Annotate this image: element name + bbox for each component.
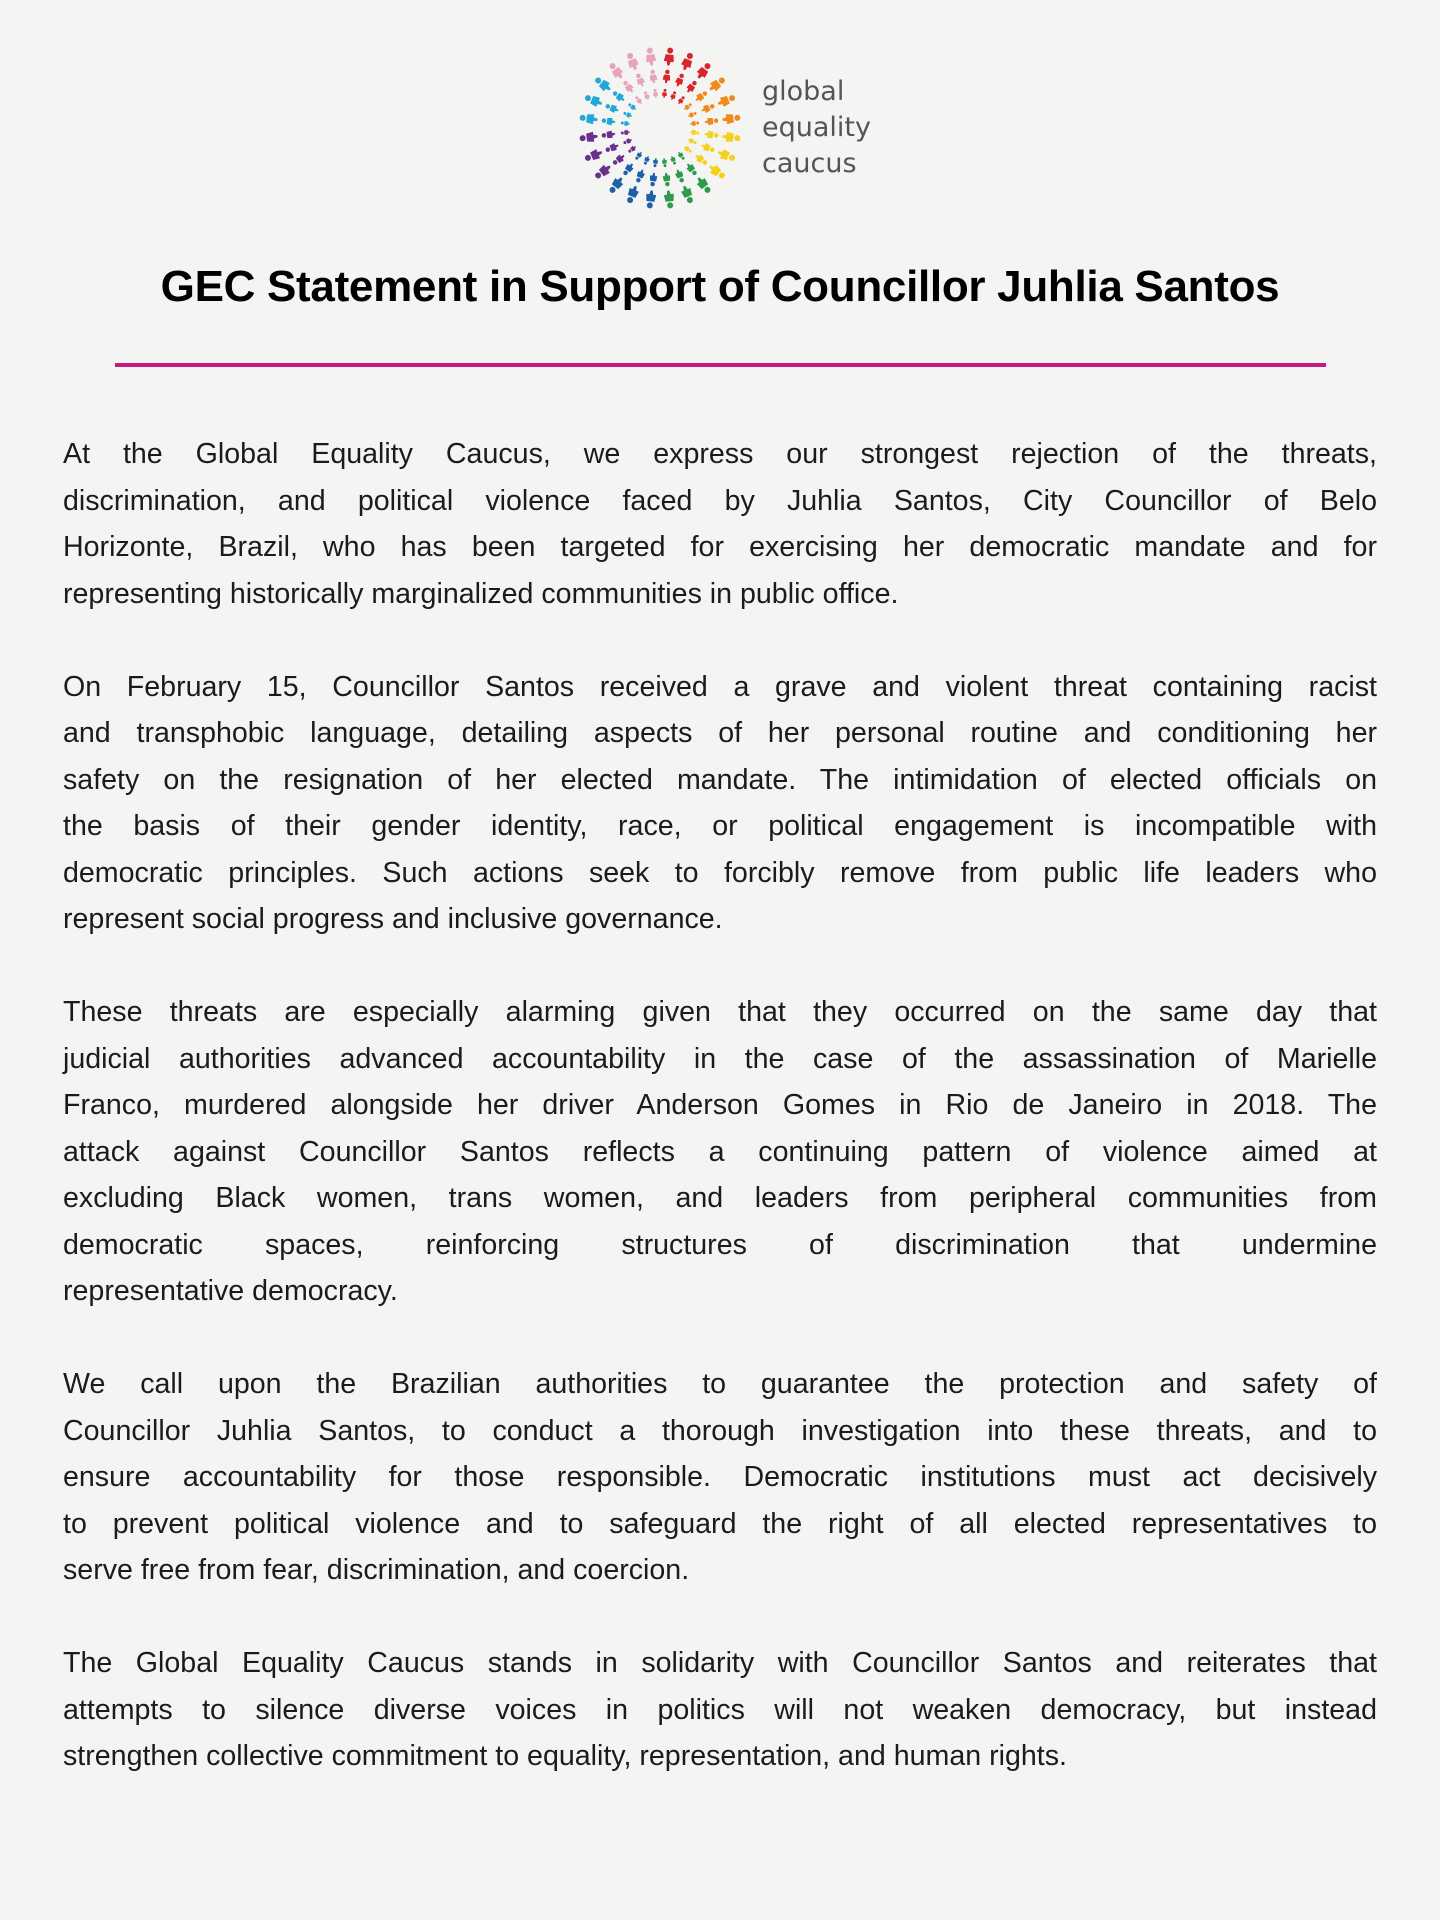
paragraph-line: represent social progress and inclusive governance.	[63, 903, 723, 935]
person-figure-icon	[644, 47, 656, 66]
paragraph-line: discrimination, and political violence faced by Juhlia Santos, City Councillor of Belo	[63, 484, 1377, 517]
person-figure-icon	[607, 61, 626, 81]
person-figure-icon	[674, 168, 686, 183]
person-figure-icon	[621, 79, 635, 94]
paragraph-line: to prevent political violence and to safeguard the right of all elected representatives to	[63, 1507, 1377, 1540]
person-figure-icon	[680, 51, 696, 71]
person-figure-icon	[623, 137, 633, 145]
paragraph-line: Franco, murdered alongside her driver Anderson Gomes in Rio de Janeiro in 2018. The	[63, 1089, 1377, 1121]
person-figure-icon	[607, 175, 626, 195]
person-figure-icon	[624, 184, 640, 204]
paragraph-line: safety on the resignation of her elected mandate. The intimidation of elected officials on	[63, 763, 1377, 796]
paragraph-line: excluding Black women, trans women, and leaders from peripheral communities from	[63, 1182, 1377, 1214]
person-figure-icon	[643, 155, 651, 165]
person-figure-icon	[621, 162, 635, 177]
person-figure-icon	[623, 111, 633, 119]
person-figure-icon	[604, 142, 619, 154]
person-figure-icon	[669, 91, 677, 101]
person-figure-icon	[694, 175, 713, 195]
paragraph-line: ensure accountability for those responsible. Democratic institutions must act decisively	[63, 1461, 1377, 1493]
paragraph-line: representative democracy.	[63, 1275, 398, 1307]
global-equality-caucus-logo-icon	[577, 45, 743, 211]
person-figure-icon	[683, 102, 693, 111]
statement-paragraph	[63, 1361, 1377, 1594]
person-figure-icon	[579, 112, 598, 124]
person-figure-icon	[674, 72, 686, 87]
person-figure-icon	[700, 102, 715, 114]
person-figure-icon	[593, 75, 613, 94]
person-figure-icon	[690, 130, 700, 136]
person-figure-icon	[694, 153, 709, 167]
person-figure-icon	[652, 158, 658, 168]
person-figure-icon	[621, 130, 631, 136]
person-figure-icon	[649, 172, 658, 186]
person-figure-icon	[662, 89, 668, 99]
paragraph-line: judicial authorities advanced accountability in the case of the assassination of Marielle	[63, 1042, 1377, 1075]
person-figure-icon	[621, 120, 631, 126]
logo-line: caucus	[762, 148, 857, 179]
paragraph-line: We call upon the Brazilian authorities to guarantee the protection and safety of	[63, 1368, 1377, 1400]
logo-wordmark	[762, 74, 871, 182]
person-figure-icon	[634, 168, 646, 183]
paragraph-line: Horizonte, Brazil, who has been targeted for exercising her democratic mandate and for	[63, 531, 1377, 563]
paragraph-line: On February 15, Councillor Santos received a grave and violent threat containing racist	[63, 670, 1377, 703]
person-figure-icon	[634, 151, 643, 161]
person-figure-icon	[694, 89, 709, 103]
logo-line: equality	[762, 112, 871, 143]
person-figure-icon	[579, 131, 598, 143]
person-figure-icon	[722, 131, 741, 143]
person-figure-icon	[704, 130, 718, 139]
person-figure-icon	[694, 61, 713, 81]
person-figure-icon	[687, 137, 697, 145]
person-figure-icon	[627, 102, 637, 111]
person-figure-icon	[624, 51, 640, 71]
person-figure-icon	[611, 89, 626, 103]
person-figure-icon	[680, 184, 696, 204]
person-figure-icon	[662, 69, 671, 83]
paragraph-line: and transphobic language, detailing aspects of her personal routine and conditioning her	[63, 717, 1377, 749]
paragraph-line: The Global Equality Caucus stands in solidarity with Councillor Santos and reiterates that	[63, 1647, 1377, 1679]
person-figure-icon	[663, 190, 675, 209]
person-figure-icon	[716, 148, 736, 164]
statement-paragraph	[63, 431, 1377, 617]
person-figure-icon	[669, 155, 677, 165]
person-figure-icon	[583, 92, 603, 108]
person-figure-icon	[722, 112, 741, 124]
person-figure-icon	[601, 117, 615, 126]
person-figure-icon	[707, 75, 727, 94]
statement-body	[63, 431, 1377, 1826]
person-figure-icon	[716, 92, 736, 108]
person-figure-icon	[690, 120, 700, 126]
page-title: GEC Statement in Support of Councillor Juhlia Santos	[160, 262, 1280, 311]
statement-paragraph	[63, 664, 1377, 943]
logo-line: global	[762, 76, 845, 107]
person-figure-icon	[707, 162, 727, 181]
person-figure-icon	[700, 142, 715, 154]
person-figure-icon	[593, 162, 613, 181]
statement-paragraph	[63, 1640, 1377, 1780]
person-figure-icon	[677, 95, 686, 105]
person-figure-icon	[662, 158, 668, 168]
person-figure-icon	[662, 172, 671, 186]
person-figure-icon	[704, 117, 718, 126]
person-figure-icon	[604, 102, 619, 114]
person-figure-icon	[652, 89, 658, 99]
paragraph-line: strengthen collective commitment to equality, representation, and human rights.	[63, 1740, 1067, 1772]
person-figure-icon	[644, 190, 656, 209]
person-figure-icon	[611, 153, 626, 167]
person-figure-icon	[583, 148, 603, 164]
paragraph-line: democratic spaces, reinforcing structures of discrimination that undermine	[63, 1228, 1377, 1261]
title-divider	[115, 363, 1326, 367]
paragraph-line: democratic principles. Such actions seek to forcibly remove from public life leaders who	[63, 856, 1377, 889]
person-figure-icon	[627, 145, 637, 154]
person-figure-icon	[685, 162, 699, 177]
person-figure-icon	[649, 69, 658, 83]
paragraph-line: At the Global Equality Caucus, we express our strongest rejection of the threats,	[63, 438, 1377, 470]
person-figure-icon	[687, 111, 697, 119]
person-figure-icon	[601, 130, 615, 139]
person-figure-icon	[685, 79, 699, 94]
paragraph-line: serve free from fear, discrimination, and coercion.	[63, 1554, 690, 1586]
person-figure-icon	[683, 145, 693, 154]
person-figure-icon	[643, 91, 651, 101]
person-figure-icon	[663, 47, 675, 66]
person-figure-icon	[677, 151, 686, 161]
paragraph-line: attack against Councillor Santos reflects a continuing pattern of violence aimed at	[63, 1135, 1377, 1168]
paragraph-line: Councillor Juhlia Santos, to conduct a thorough investigation into these threats, and to	[63, 1414, 1377, 1447]
person-figure-icon	[634, 72, 646, 87]
paragraph-line: These threats are especially alarming given that they occurred on the same day that	[63, 996, 1377, 1028]
paragraph-line: representing historically marginalized communities in public office.	[63, 577, 899, 610]
person-figure-icon	[634, 95, 643, 105]
statement-paragraph	[63, 989, 1377, 1315]
paragraph-line: the basis of their gender identity, race, or political engagement is incompatible with	[63, 810, 1377, 842]
paragraph-line: attempts to silence diverse voices in politics will not weaken democracy, but instead	[63, 1693, 1377, 1726]
